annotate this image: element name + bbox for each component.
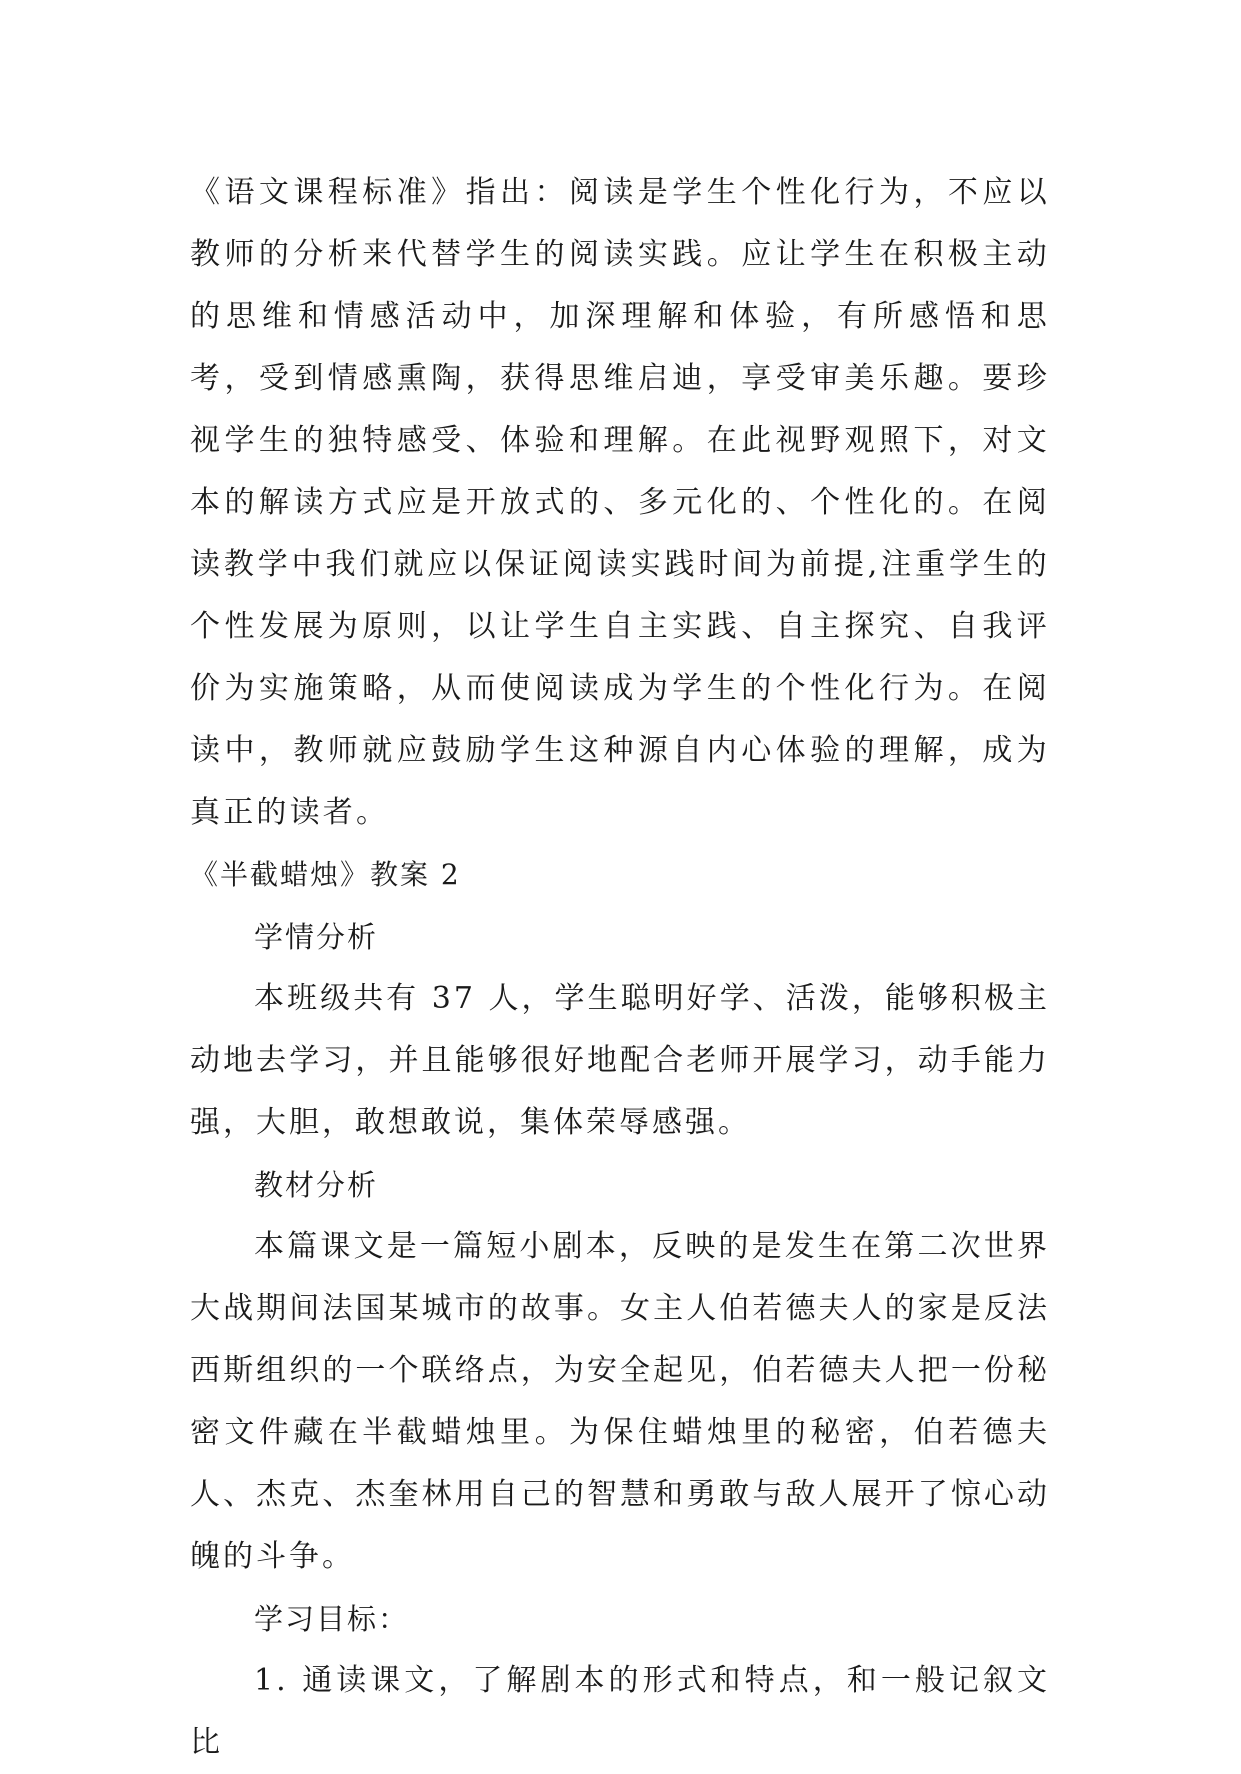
material-analysis-heading: 教材分析 — [254, 1168, 379, 1202]
learning-goal-item: 1. 通读课文，了解剧本的形式和特点，和一般记叙文比 — [190, 1663, 1050, 1760]
student-analysis-heading: 学情分析 — [254, 920, 379, 954]
student-analysis-paragraph: 本班级共有 37 人，学生聪明好学、活泼，能够积极主动地去学习，并且能够很好地配合老师开展学习，动手能力强，大胆，敢想敢说，集体荣辱感强。 — [190, 981, 1050, 1140]
learning-goals-heading: 学习目标： — [254, 1602, 410, 1636]
material-analysis-paragraph: 本篇课文是一篇短小剧本，反映的是发生在第二次世界大战期间法国某城市的故事。女主人伯若德夫人的家是反法西斯组织的一个联络点，为安全起见，伯若德夫人把一份秘密文件藏在半截蜡烛里。为保住蜡烛里的秘密，伯若德夫人、杰克、杰奎林用自己的智慧和勇敢与敌人展开了惊心动魄的斗争。 — [190, 1229, 1050, 1574]
document-body — [190, 162, 1050, 1774]
section-title: 《半截蜡烛》教案 2 — [190, 858, 461, 891]
intro-paragraph: 《语文课程标准》指出：阅读是学生个性化行为，不应以教师的分析来代替学生的阅读实践。应让学生在积极主动的思维和情感活动中，加深理解和体验，有所感悟和思考，受到情感熏陶，获得思维启迪，享受审美乐趣。要珍视学生的独特感受、体验和理解。在此视野观照下，对文本的解读方式应是开放式的、多元化的、个性化的。在阅读教学中我们就应以保证阅读实践时间为前提,注重学生的个性发展为原则，以让学生自主实践、自主探究、自我评价为实施策略，从而使阅读成为学生的个性化行为。在阅读中，教师就应鼓励学生这种源自内心体验的理解，成为真正的读者。 — [190, 175, 1050, 830]
